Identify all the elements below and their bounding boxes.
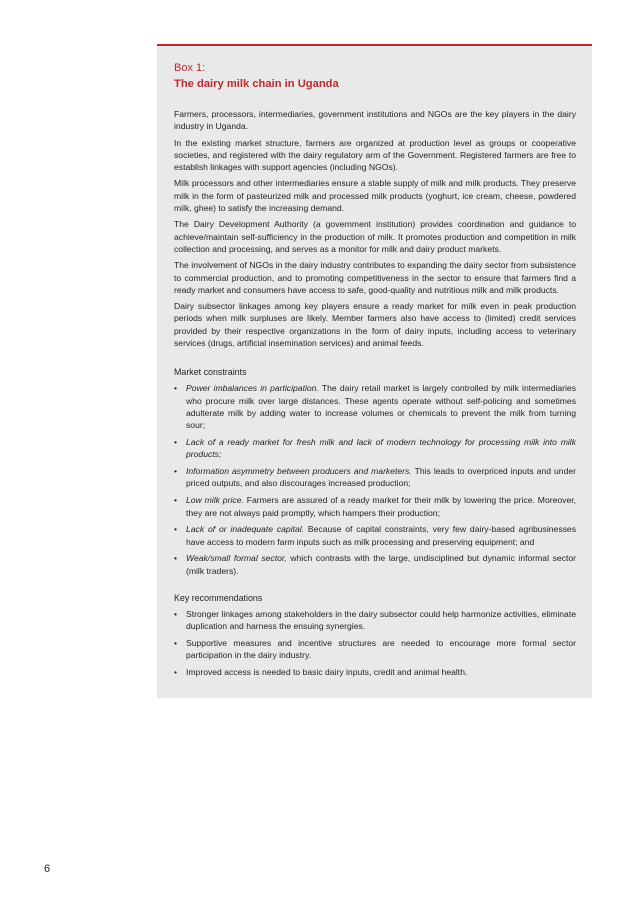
page-number: 6 (44, 863, 51, 875)
list-item (174, 637, 576, 662)
section-heading: Market constraints (174, 367, 247, 378)
list-item (174, 666, 576, 678)
bullet-icon: • (174, 553, 178, 564)
item-emphasis: Low milk price. (186, 495, 244, 506)
item-emphasis: Weak/small formal sector, (186, 553, 287, 564)
item-text: The dairy retail market is largely controlled by milk intermediaries who procure milk over large distances. These agents operate without self-policing and sometimes adulterate milk by adding water to increase volumes or chemicals to prevent the milk from turning sour; (186, 383, 577, 431)
bullet-icon: • (174, 609, 178, 619)
item-text: which contrasts with the large, undisciplined but dynamic informal sector (milk traders). (186, 553, 576, 576)
bullet-icon: • (174, 524, 178, 535)
bullet-icon: • (174, 638, 178, 649)
bullet-icon: • (174, 466, 178, 477)
list-item (174, 523, 576, 548)
item-text: Because of capital constraints, very few dairy-based agribusinesses have access to modern farm inputs such as milk processing and preserving equipment; and (186, 524, 576, 547)
item-emphasis: Lack of a ready market for fresh milk and lack of modern technology for processing milk into milk products; (186, 437, 576, 460)
list-item (174, 382, 576, 431)
item-text: This leads to overpriced inputs and under priced outputs, and also discourages increased production; (186, 466, 576, 489)
paragraph: Milk processors and other intermediaries ensure a stable supply of milk and milk products. They preserve milk in the form of pasteurized milk and processed milk products (yoghurt, ice cream, cheese, powdered milk, ghee) to satisfy the increasing demand. (174, 178, 576, 214)
section-heading: Key recommendations (174, 593, 263, 603)
key-recommendations-section (174, 592, 576, 678)
list-item (174, 552, 576, 577)
box-title: The dairy milk chain in Uganda (174, 78, 339, 90)
item-text: Farmers are assured of a ready market for their milk by lowering the price. Moreover, they are not always paid promptly, which hampers their production; (186, 495, 576, 518)
list-item (174, 436, 576, 461)
bullet-icon: • (174, 383, 178, 394)
item-text: Improved access is needed to basic dairy inputs, credit and animal health. (186, 667, 468, 678)
paragraph: Dairy subsector linkages among key players ensure a ready market for milk even in peak production periods when milk surpluses are likely. Member farmers also have access to (limited) credit services provided by their respective organizations in the form of dairy inputs, including access to veterinary services (drugs, artificial insemination services) and animal feeds. (174, 301, 576, 349)
bullet-icon: • (174, 667, 178, 678)
item-emphasis: Power imbalances in participation. (186, 383, 319, 394)
item-emphasis: Lack of or inadequate capital. (186, 524, 305, 535)
item-text: Supportive measures and incentive structures are needed to encourage more formal sector participation in the dairy industry. (186, 638, 576, 661)
info-box (157, 44, 592, 698)
recommendations-list (174, 608, 576, 678)
list-item (174, 608, 576, 633)
intro-paragraphs (174, 108, 576, 349)
box-label: Box 1: (174, 62, 206, 74)
paragraph: The involvement of NGOs in the dairy industry contributes to expanding the dairy sector from subsistence to commercial production, and to promoting competitiveness in the sector to ensure that farmers find a ready market and consumers have access to safe, good-quality and nutritious milk and milk products. (174, 260, 576, 295)
bullet-icon: • (174, 495, 178, 506)
item-text: Stronger linkages among stakeholders in the dairy subsector could help harmonize activities, eliminate duplication and harness the ensuing synergies. (186, 609, 576, 632)
list-item (174, 494, 576, 519)
item-emphasis: Information asymmetry between producers and marketers. (186, 466, 412, 477)
paragraph: The Dairy Development Authority (a government institution) provides coordination and guidance to achieve/maintain self-sufficiency in the production of milk. It promotes production and competition in milk collection and processing, and serves as a monitor for milk and dairy product markets. (174, 219, 576, 254)
paragraph: Farmers, processors, intermediaries, government institutions and NGOs are the key players in the dairy industry in Uganda. (174, 109, 576, 132)
constraints-list (174, 382, 576, 577)
bullet-icon: • (174, 437, 178, 448)
market-constraints-section (174, 366, 576, 577)
list-item (174, 465, 576, 490)
paragraph: In the existing market structure, farmers are organized at production level as groups or cooperative societies, and registered with the dairy regulatory arm of the Government. Registered farmers are free to establish linkages with support agencies (including NGOs). (174, 137, 576, 173)
